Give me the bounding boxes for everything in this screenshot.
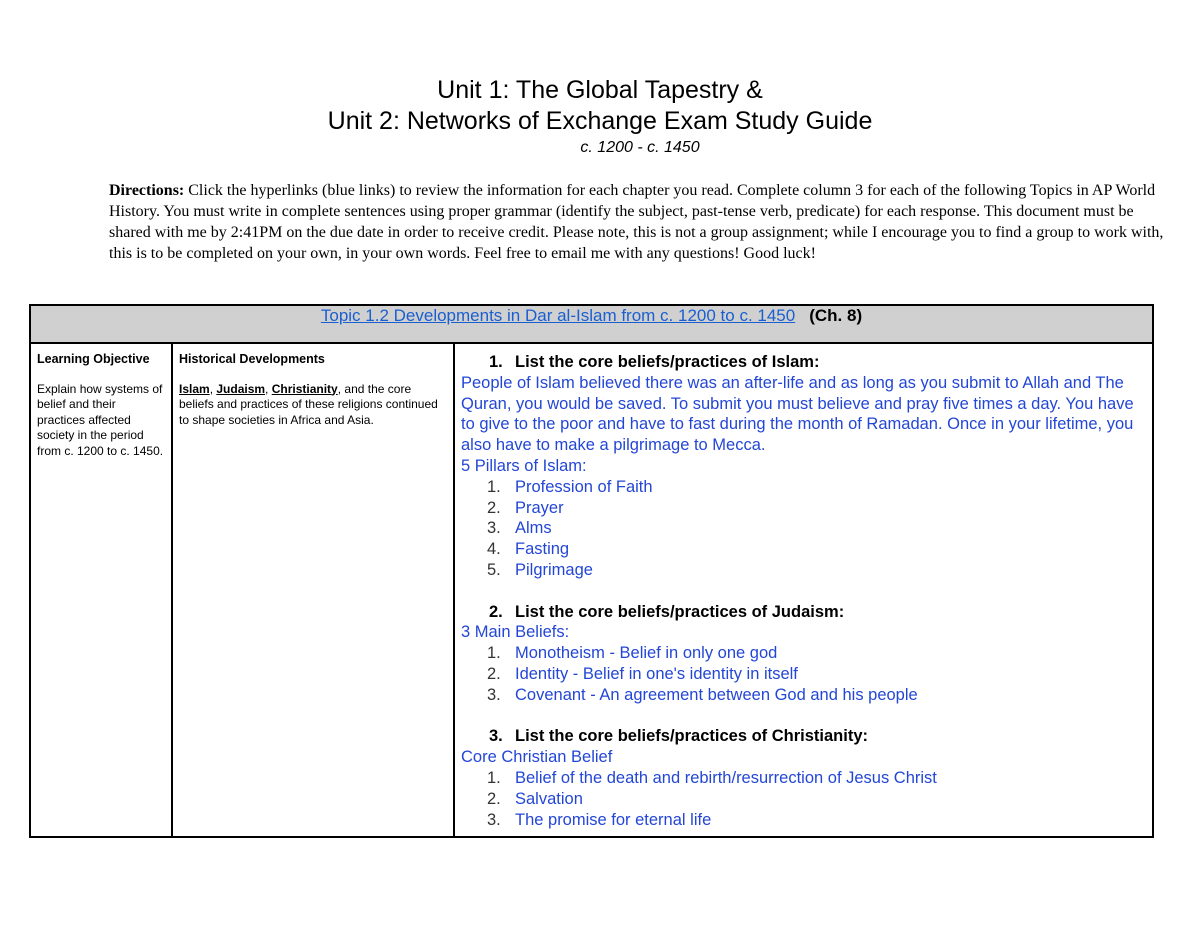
list-text: Covenant - An agreement between God and his people	[515, 685, 918, 704]
learning-objective-text: Explain how systems of belief and their practices affected society in the period from c. 1200 to c. 1450.	[37, 381, 164, 458]
learning-objective-cell	[30, 343, 172, 837]
question-text: List the core beliefs/practices of Islam:	[515, 353, 820, 371]
historical-developments-cell	[172, 343, 454, 837]
section-gap	[461, 581, 1144, 602]
chapter-label: (Ch. 8)	[809, 306, 863, 325]
question-number: 1.	[489, 353, 503, 371]
term-christianity: Christianity	[271, 381, 338, 396]
answer-islam: People of Islam believed there was an after-life and as long as you submit to Allah and The Quran, you would be saved. To submit you must believe and pray five times a day. You have to give to the poor and have to fast during the month of Ramadan. Once in your lifetime, you also have to make a pilgrimage to Mecca.	[461, 373, 1134, 455]
list-text: Profession of Faith	[515, 477, 653, 496]
title-line-2: Unit 2: Networks of Exchange Exam Study Guide	[327, 107, 873, 135]
title-line-1: Unit 1: The Global Tapestry &	[437, 76, 763, 104]
document-title	[0, 75, 1200, 137]
list-text: Belief of the death and rebirth/resurrection of Jesus Christ	[515, 768, 937, 787]
directions-text: Click the hyperlinks (blue links) to review the information for each chapter you read. Complete column 3 for each of the following Topics in AP World History. You must write in complete sentences using proper grammar (identify the subject, past-tense verb, predicate) for each response. This document must be shared with me by 2:41PM on the due date in order to receive credit. Please note, this is not a group assignment; while I encourage you to find a group to work with, this is to be completed on your own, in your own words. Feel free to email me with any questions! Good luck!	[109, 182, 1164, 262]
list-number: 1.	[487, 477, 501, 496]
list-text: Pilgrimage	[515, 560, 593, 579]
response-cell[interactable]	[454, 343, 1153, 837]
judaism-beliefs-list	[461, 643, 1144, 705]
list-text: Salvation	[515, 789, 583, 808]
list-number: 2.	[487, 498, 501, 517]
study-guide-table	[29, 304, 1154, 838]
list-number: 1.	[487, 644, 501, 663]
list-text: Fasting	[515, 540, 570, 559]
christianity-beliefs-list	[461, 768, 1144, 830]
list-number: 1.	[487, 768, 501, 787]
term-islam: Islam	[179, 381, 210, 396]
list-item	[487, 518, 1144, 539]
question-number: 3.	[489, 727, 503, 746]
list-number: 3.	[487, 810, 501, 829]
topic-header-row	[30, 305, 1153, 343]
question-islam	[461, 352, 1144, 373]
list-item	[487, 560, 1144, 581]
historical-developments-body: , and the core beliefs and practices of these religions continued to shape societies in Africa and Asia.	[179, 381, 438, 427]
list-item	[487, 810, 1144, 831]
section-gap	[461, 706, 1144, 727]
historical-developments-heading: Historical Developments	[179, 352, 325, 366]
question-text: List the core beliefs/practices of Judaism:	[515, 602, 845, 621]
list-item	[487, 685, 1144, 706]
question-number: 2.	[489, 602, 503, 621]
date-range: c. 1200 - c. 1450	[580, 139, 700, 156]
learning-objective-heading: Learning Objective	[37, 352, 150, 366]
list-item	[487, 789, 1144, 810]
topic-link[interactable]: Topic 1.2 Developments in Dar al-Islam from c. 1200 to c. 1450	[320, 306, 796, 325]
list-number: 2.	[487, 664, 501, 683]
list-intro-islam: 5 Pillars of Islam:	[461, 456, 587, 475]
question-text: List the core beliefs/practices of Christianity:	[515, 727, 869, 746]
list-item	[487, 539, 1144, 560]
list-number: 5.	[487, 560, 501, 579]
list-item	[487, 643, 1144, 664]
list-text: The promise for eternal life	[515, 810, 712, 829]
list-text: Alms	[515, 519, 552, 538]
term-judaism: Judaism	[216, 381, 266, 396]
list-number: 3.	[487, 519, 501, 538]
list-text: Identity - Belief in one's identity in itself	[515, 664, 798, 683]
directions-paragraph	[109, 180, 1164, 264]
list-item	[487, 664, 1144, 685]
topic-content-row	[30, 343, 1153, 837]
list-intro-judaism: 3 Main Beliefs:	[461, 623, 570, 642]
directions-label: Directions:	[109, 182, 185, 199]
historical-developments-text	[179, 382, 447, 429]
term-separator: ,	[265, 381, 272, 396]
list-text: Prayer	[515, 498, 564, 517]
term-separator: ,	[209, 381, 217, 396]
list-number: 2.	[487, 789, 501, 808]
topic-header-cell	[30, 305, 1153, 343]
list-text: Monotheism - Belief in only one god	[515, 644, 778, 663]
pillars-list	[461, 477, 1144, 581]
question-judaism	[461, 602, 1144, 623]
list-item	[487, 498, 1144, 519]
list-item	[487, 477, 1144, 498]
question-christianity	[461, 726, 1144, 747]
list-number: 3.	[487, 685, 501, 704]
list-intro-christianity: Core Christian Belief	[461, 748, 613, 767]
list-number: 4.	[487, 540, 501, 559]
list-item	[487, 768, 1144, 789]
